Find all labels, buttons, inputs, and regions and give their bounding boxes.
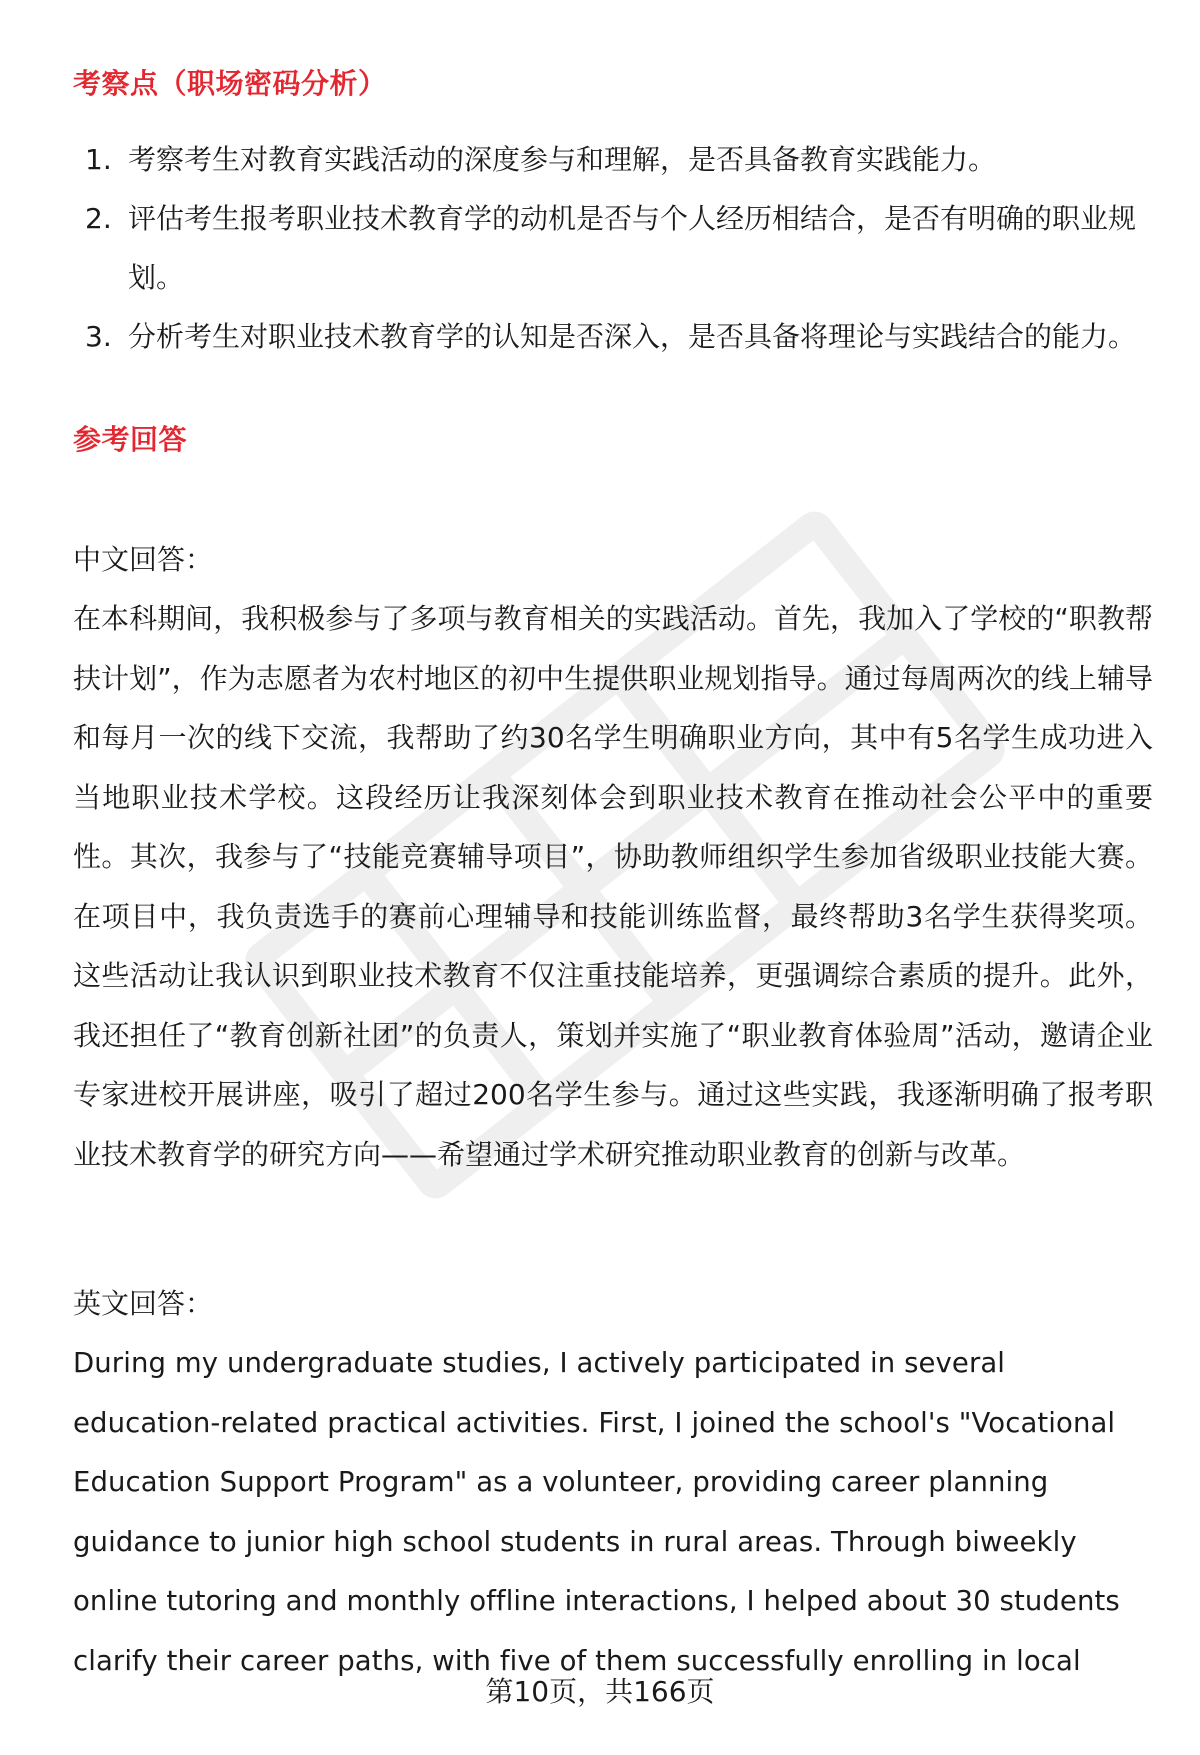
analysis-point-text: 分析考生对职业技术教育学的认知是否深入，是否具备将理论与实践结合的能力。 bbox=[128, 320, 1137, 353]
list-number: 2. bbox=[85, 202, 112, 235]
list-number: 3. bbox=[85, 320, 112, 353]
chinese-answer-text: 在本科期间，我积极参与了多项与教育相关的实践活动。首先，我加入了学校的“职教帮扶计划”，作为志愿者为农村地区的初中生提供职业规划指导。通过每周两次的线上辅导和每月一次的线下交流，我帮助了约30名学生明确职业方向，其中有5名学生成功进入当地职业技术学校。这段经历让我深刻体会到职业技术教育在推动社会公平中的重要性。其次，我参与了“技能竞赛辅导项目”，协助教师组织学生参加省级职业技能大赛。在项目中，我负责选手的赛前心理辅导和技能训练监督，最终帮助3名学生获得奖项。这些活动让我认识到职业技术教育不仅注重技能培养，更强调综合素质的提升。此外，我还担任了“教育创新社团”的负责人，策划并实施了“职业教育体验周”活动，邀请企业专家进校开展讲座，吸引了超过200名学生参与。通过这些实践，我逐渐明确了报考职业技术教育学的研究方向——希望通过学术研究推动职业教育的创新与改革。 bbox=[73, 602, 1153, 1171]
analysis-point bbox=[73, 189, 1153, 307]
english-answer-text: During my undergraduate studies, I actively participated in several education-related practical activities. First, I joined the school's "Vocational Education Support Program" as a volunteer, providing career planning guidance to junior high school students in rural areas. Through biweekly online tutoring and monthly offline interactions, I helped about 30 students clarify their career paths, with five of them successfully enrolling in local bbox=[73, 1347, 1120, 1677]
analysis-point bbox=[73, 130, 1153, 189]
reference-section-title: 参考回答 bbox=[73, 423, 188, 456]
analysis-section-title: 考察点（职场密码分析） bbox=[73, 67, 387, 100]
page-number: 第10页，共166页 bbox=[485, 1675, 715, 1708]
analysis-point bbox=[73, 307, 1153, 366]
list-number: 1. bbox=[85, 143, 112, 176]
analysis-points-list bbox=[73, 130, 1153, 366]
chinese-answer-label: 中文回答： bbox=[73, 543, 214, 576]
analysis-point-text: 考察考生对教育实践活动的深度参与和理解，是否具备教育实践能力。 bbox=[128, 143, 997, 176]
analysis-point-text: 评估考生报考职业技术教育学的动机是否与个人经历相结合，是否有明确的职业规划。 bbox=[128, 202, 1137, 294]
english-answer-label: 英文回答： bbox=[73, 1287, 214, 1320]
